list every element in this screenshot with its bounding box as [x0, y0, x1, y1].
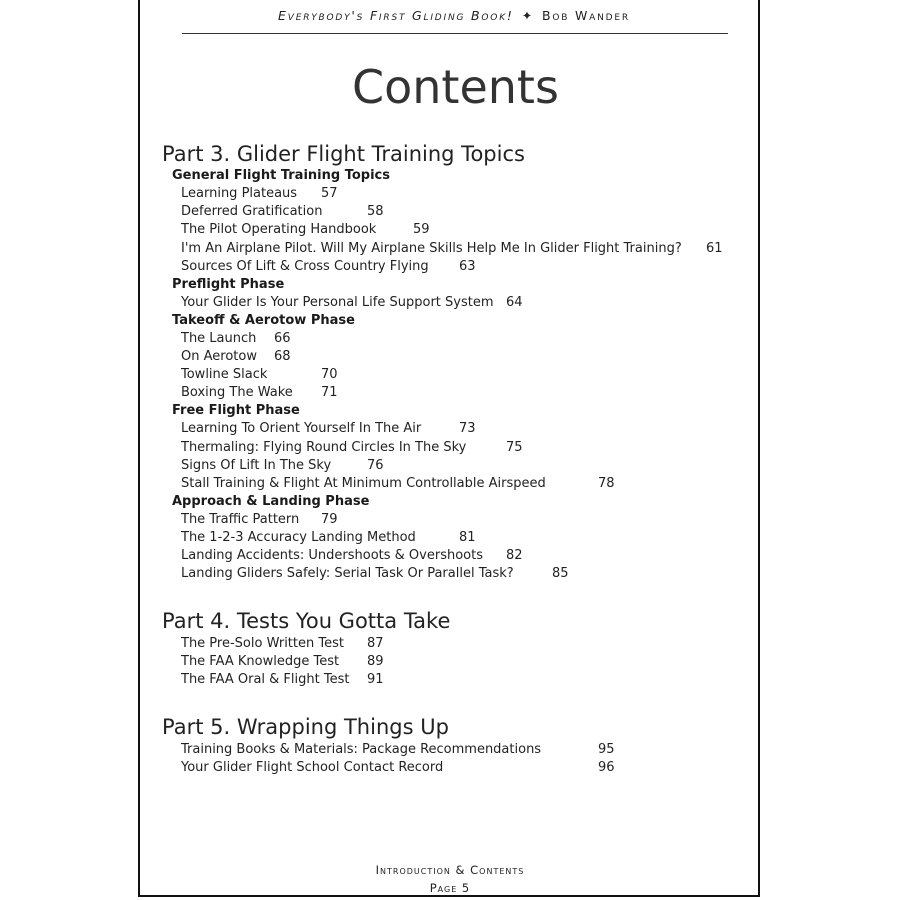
separator-glyph: ✦: [521, 8, 534, 23]
running-header: [184, 8, 724, 23]
toc-page-number: 63: [459, 259, 476, 274]
toc-entry: Deferred Gratification: [181, 204, 323, 219]
toc-entry: Sources Of Lift & Cross Country Flying: [181, 259, 429, 274]
part-5-heading: Part 5. Wrapping Things Up: [162, 715, 449, 739]
toc-page-number: 89: [367, 654, 384, 669]
toc-entry: Learning Plateaus: [181, 186, 298, 201]
toc-page-number: 78: [598, 476, 615, 491]
toc-entry: The Pilot Operating Handbook: [181, 222, 377, 237]
toc-entry: The Pre-Solo Written Test: [181, 636, 344, 651]
toc-page-number: 57: [321, 186, 338, 201]
toc-entry: Thermaling: Flying Round Circles In The Sky: [181, 440, 467, 455]
toc-entry: Stall Training & Flight At Minimum Controllable Airspeed: [181, 476, 546, 491]
toc-entry: Boxing The Wake: [181, 385, 293, 400]
part-3-heading: Part 3. Glider Flight Training Topics: [162, 142, 525, 166]
toc-entry: Learning To Orient Yourself In The Air: [181, 421, 422, 436]
section-heading-preflight: Preflight Phase: [172, 277, 285, 292]
toc-page-number: 68: [274, 349, 291, 364]
toc-entry: Training Books & Materials: Package Recommendations: [181, 742, 542, 757]
toc-entry: The Launch: [181, 331, 257, 346]
toc-page-number: 91: [367, 672, 384, 687]
toc-entry: Signs Of Lift In The Sky: [181, 458, 332, 473]
footer-section-label: Introduction & Contents: [375, 863, 525, 877]
author-name: Bob Wander: [542, 8, 630, 23]
toc-page-number: 75: [506, 440, 523, 455]
toc-page-number: 87: [367, 636, 384, 651]
toc-page-number: 79: [321, 512, 338, 527]
toc-entry: Landing Gliders Safely: Serial Task Or Parallel Task?: [181, 566, 514, 581]
part-4-heading: Part 4. Tests You Gotta Take: [162, 609, 451, 633]
toc-page-number: 58: [367, 204, 384, 219]
toc-page-number: 66: [274, 331, 291, 346]
toc-page-number: 64: [506, 295, 523, 310]
toc-entry: Your Glider Flight School Contact Record: [181, 760, 444, 775]
toc-entry: I'm An Airplane Pilot. Will My Airplane Skills Help Me In Glider Flight Training?: [181, 241, 682, 256]
toc-page-number: 81: [459, 530, 476, 545]
footer-page-number: Page 5: [429, 881, 471, 895]
section-heading-takeoff: Takeoff & Aerotow Phase: [172, 313, 355, 328]
toc-page-number: 59: [413, 222, 430, 237]
toc-page-number: 61: [706, 241, 723, 256]
toc-page-number: 71: [321, 385, 338, 400]
toc-page-number: 70: [321, 367, 338, 382]
toc-entry: Landing Accidents: Undershoots & Overshoots: [181, 548, 483, 563]
section-heading-free-flight: Free Flight Phase: [172, 403, 300, 418]
toc-entry: The Traffic Pattern: [181, 512, 300, 527]
section-heading-general: General Flight Training Topics: [172, 168, 390, 183]
toc-page-number: 82: [506, 548, 523, 563]
toc-entry: The 1-2-3 Accuracy Landing Method: [181, 530, 416, 545]
section-heading-approach: Approach & Landing Phase: [172, 494, 370, 509]
toc-entry: Your Glider Is Your Personal Life Support System: [181, 295, 494, 310]
toc-page-number: 85: [552, 566, 569, 581]
toc-page-number: 96: [598, 760, 615, 775]
toc-page-number: 73: [459, 421, 476, 436]
toc-page-number: 95: [598, 742, 615, 757]
page-title: Contents: [352, 60, 559, 114]
header-rule: [182, 33, 728, 34]
toc-page-number: 76: [367, 458, 384, 473]
toc-entry: The FAA Oral & Flight Test: [181, 672, 350, 687]
toc-entry: The FAA Knowledge Test: [181, 654, 340, 669]
book-title: Everybody's First Gliding Book!: [278, 8, 514, 23]
toc-entry: On Aerotow: [181, 349, 257, 364]
toc-entry: Towline Slack: [181, 367, 268, 382]
